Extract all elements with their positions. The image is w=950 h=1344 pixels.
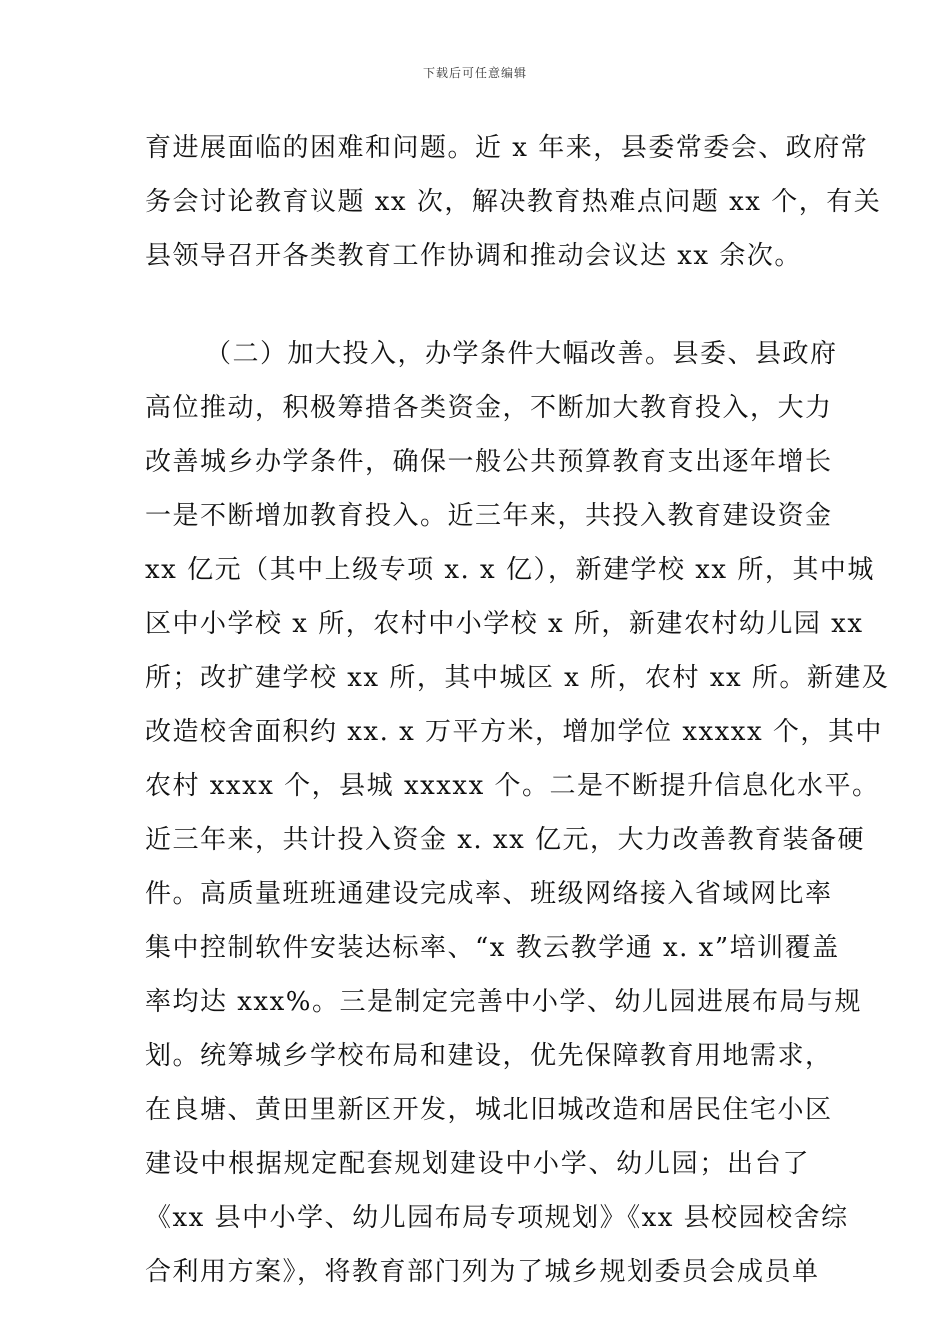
- text-line: 划。统筹城乡学校布局和建设，优先保障教育用地需求，: [145, 1041, 833, 1071]
- text-line: 率均达 xxx%。三是制定完善中小学、幼儿园进展布局与规: [145, 987, 862, 1017]
- text-line: 高位推动，积极筹措各类资金，不断加大教育投入，大力: [145, 393, 833, 423]
- text-line: 育进展面临的困难和问题。近 x 年来，县委常委会、政府常: [145, 133, 869, 163]
- text-line: 在良塘、黄田里新区开发，城北旧城改造和居民住宅小区: [145, 1095, 833, 1125]
- paragraph-2: [145, 327, 890, 1299]
- text-line: xx 亿元（其中上级专项 x. x 亿），新建学校 xx 所，其中城: [145, 555, 875, 585]
- text-line: 近三年来，共计投入资金 x. xx 亿元，大力改善教育装备硬: [145, 825, 866, 855]
- text-line: 改善城乡办学条件，确保一般公共预算教育支出逐年增长: [145, 447, 833, 477]
- text-line: 合利用方案》，将教育部门列为了城乡规划委员会成员单: [145, 1257, 820, 1287]
- text-line: 件。高质量班班通建设完成率、班级网络接入省域网比率: [145, 879, 833, 909]
- text-line: 建设中根据规定配套规划建设中小学、幼儿园；出台了: [145, 1149, 810, 1179]
- text-line: 所；改扩建学校 xx 所，其中城区 x 所，农村 xx 所。新建及: [145, 663, 890, 693]
- text-line: 区中小学校 x 所，农村中小学校 x 所，新建农村幼儿园 xx: [145, 609, 864, 639]
- paragraph-1: [145, 121, 882, 283]
- text-line: 一是不断增加教育投入。近三年来，共投入教育建设资金: [145, 501, 833, 531]
- text-line: 改造校舍面积约 xx. x 万平方米，增加学位 xxxxx 个，其中: [145, 717, 883, 747]
- text-line: 务会讨论教育议题 xx 次，解决教育热难点问题 xx 个，有关: [145, 187, 882, 217]
- text-line: 县领导召开各类教育工作协调和推动会议达 xx 余次。: [145, 241, 802, 271]
- text-line: 农村 xxxx 个，县城 xxxxx 个。二是不断提升信息化水平。: [145, 771, 880, 801]
- text-line: 集中控制软件安装达标率、“x 教云教学通 x. x”培训覆盖: [145, 933, 840, 963]
- text-line: （二）加大投入，办学条件大幅改善。县委、县政府: [205, 339, 838, 369]
- text-line: 《xx 县中小学、幼儿园布局专项规划》《xx 县校园校舍综: [145, 1203, 849, 1233]
- running-header: 下载后可任意编辑: [422, 66, 527, 80]
